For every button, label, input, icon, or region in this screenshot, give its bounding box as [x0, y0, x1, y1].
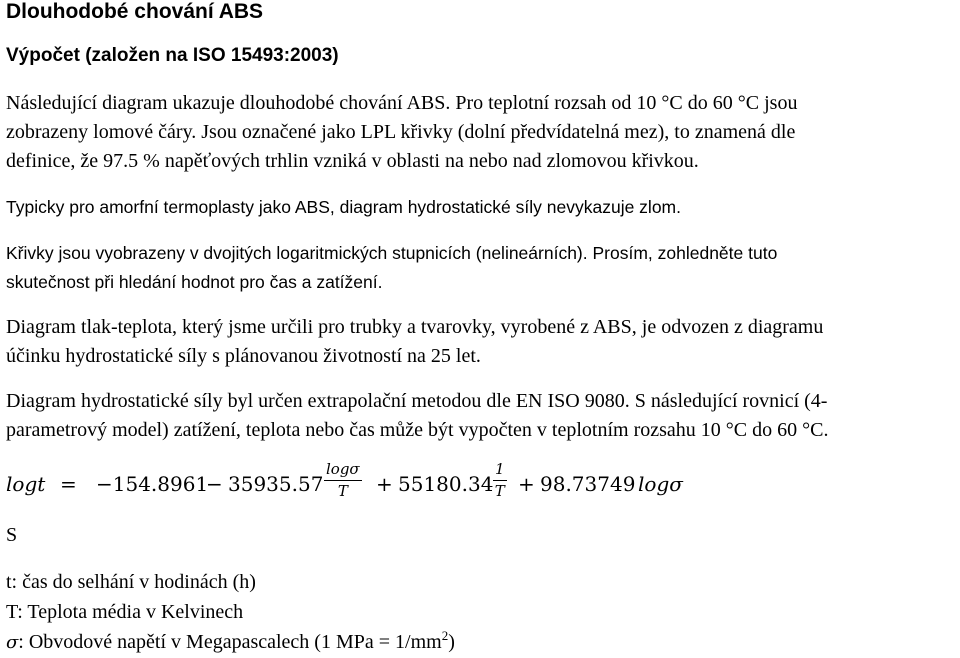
formula-operator: −: [206, 472, 223, 496]
regression-formula: [6, 460, 706, 508]
formula-tail: logσ: [638, 472, 683, 496]
fraction-numerator: 1: [495, 460, 505, 478]
formula-coefficient: 98.73749: [540, 472, 636, 496]
formula-fraction-logsigma-over-t: [324, 460, 362, 500]
formula-coefficient: 35935.57: [228, 472, 324, 496]
text-line: Diagram hydrostatické síly byl určen extrapolační metodou dle EN ISO 9080. S následující rovnicí (4-: [6, 390, 828, 412]
curves-paragraph: [6, 239, 958, 297]
text-line: skutečnost při hledání hodnot pro čas a zatížení.: [6, 272, 383, 292]
text-line: definice, že 97.5 % napěťových trhlin vzniká v oblasti na nebo nad zlomovou křivkou.: [6, 150, 699, 172]
extrapolation-paragraph: [6, 387, 958, 445]
fraction-denominator: T: [337, 482, 348, 500]
intro-paragraph: [6, 89, 958, 176]
formula-equals: =: [60, 472, 77, 496]
fraction-bar: [324, 480, 362, 481]
text-line: Typicky pro amorfní termoplasty jako ABS, diagram hydrostatické síly nevykazuje zlom.: [6, 197, 681, 217]
formula-coefficient: 55180.34: [398, 472, 494, 496]
sigma-definition-text: : Obvodové napětí v Megapascalech (1 MPa = 1/mm: [18, 631, 442, 653]
formula-fraction-one-over-t: [493, 460, 507, 500]
s-label: S: [6, 524, 18, 546]
pressure-paragraph: [6, 313, 958, 371]
formula-lhs: logt: [6, 472, 46, 496]
definition-t: t: čas do selhání v hodinách (h): [6, 571, 256, 593]
fraction-bar: [493, 480, 507, 481]
page-title: Dlouhodobé chování ABS: [6, 0, 264, 23]
text-line: Křivky jsou vyobrazeny v dvojitých logaritmických stupnicích (nelineárních). Prosím, zohledněte tuto: [6, 243, 778, 263]
sigma-definition-end: ): [448, 631, 455, 653]
text-line: účinku hydrostatické síly s plánovanou životností na 25 let.: [6, 345, 481, 367]
variable-definitions: [6, 567, 455, 657]
formula-operator: +: [518, 472, 535, 496]
fraction-denominator: T: [494, 482, 505, 500]
formula-operator: +: [376, 472, 393, 496]
definition-sigma: [6, 627, 455, 657]
text-line: Následující diagram ukazuje dlouhodobé chování ABS. Pro teplotní rozsah od 10 °C do 60 °C jsou: [6, 92, 798, 114]
text-line: Diagram tlak-teplota, který jsme určili pro trubky a tvarovky, vyrobené z ABS, je odvozen z diagramu: [6, 316, 824, 338]
sigma-symbol: σ: [6, 632, 19, 653]
typical-paragraph: [6, 193, 958, 222]
section-subtitle: Výpočet (založen na ISO 15493:2003): [6, 45, 339, 66]
fraction-numerator: logσ: [326, 460, 360, 478]
text-line: parametrový model) zatížení, teplota nebo čas může být vypočten v teplotním rozsahu 10 °C do 60 °C.: [6, 419, 829, 441]
superscript-two: 2: [441, 628, 449, 643]
definition-temperature: T: Teplota média v Kelvinech: [6, 601, 244, 623]
formula-term1: −154.8961: [96, 472, 209, 496]
text-line: zobrazeny lomové čáry. Jsou označené jako LPL křivky (dolní předvídatelná mez), to znamená dle: [6, 121, 796, 143]
